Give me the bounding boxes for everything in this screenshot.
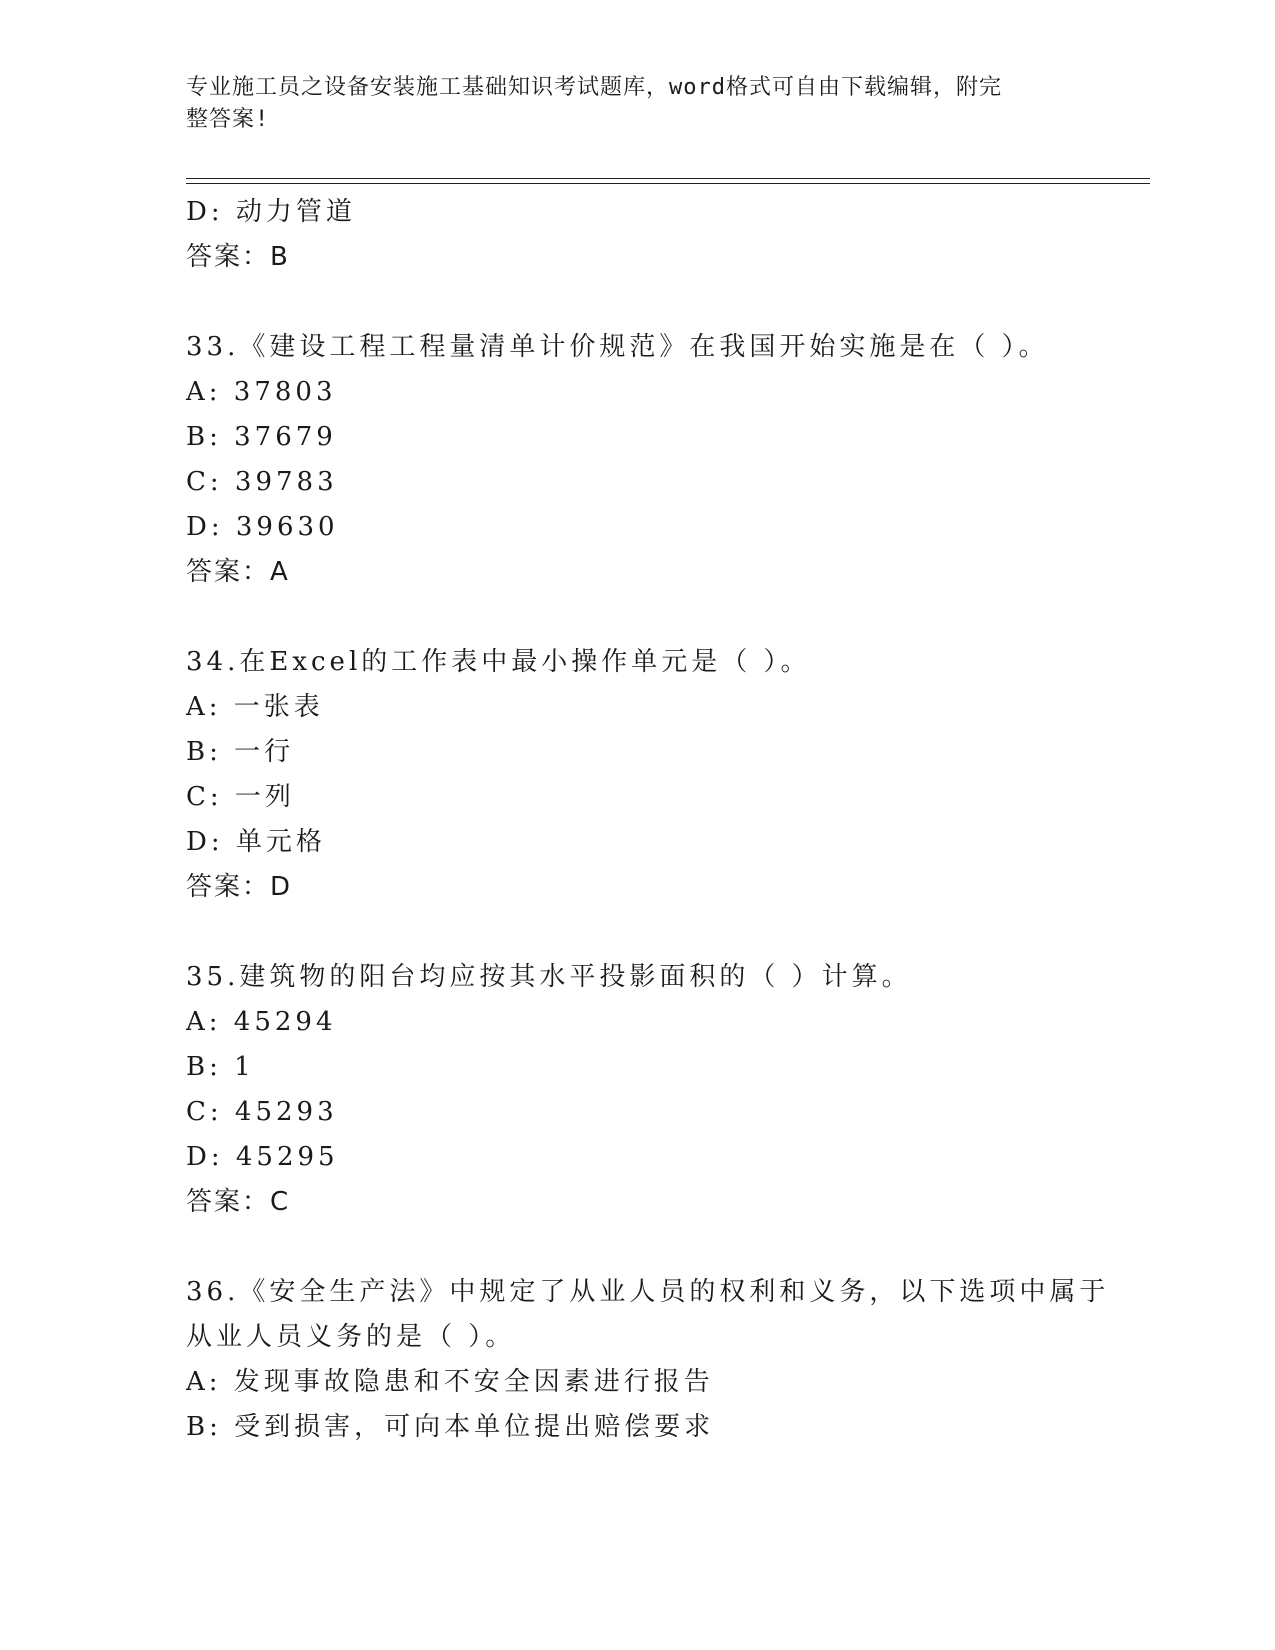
header-title-line-2: 整答案! bbox=[186, 107, 270, 132]
header-title-line-1: 专业施工员之设备安装施工基础知识考试题库，word格式可自由下载编辑，附完 bbox=[186, 75, 1002, 100]
option-d: D: 39630 bbox=[186, 512, 339, 542]
option-c: C: 一列 bbox=[186, 782, 295, 812]
answer-line: 答案：C bbox=[186, 1187, 291, 1217]
option-b: B: 1 bbox=[186, 1052, 255, 1082]
option-a: A: 一张表 bbox=[186, 692, 324, 722]
question-stem-line-1: 36.《安全生产法》中规定了从业人员的权利和义务，以下选项中属于 bbox=[186, 1277, 1110, 1307]
question-stem: 34.在Excel的工作表中最小操作单元是（ ）。 bbox=[186, 647, 811, 677]
option-b: B: 37679 bbox=[186, 422, 337, 452]
page-header bbox=[186, 72, 1066, 136]
question-36 bbox=[186, 1270, 1146, 1450]
option-a: A: 发现事故隐患和不安全因素进行报告 bbox=[186, 1367, 714, 1397]
option-b: B: 一行 bbox=[186, 737, 295, 767]
option-c: C: 45293 bbox=[186, 1097, 338, 1127]
question-stem: 35.建筑物的阳台均应按其水平投影面积的（ ）计算。 bbox=[186, 962, 912, 992]
question-32-fragment bbox=[186, 190, 1146, 280]
answer-line: 答案：D bbox=[186, 872, 293, 902]
header-divider-top bbox=[186, 178, 1150, 179]
option-d: D: 动力管道 bbox=[186, 197, 356, 227]
option-a: A: 37803 bbox=[186, 377, 337, 407]
question-stem: 33.《建设工程工程量清单计价规范》在我国开始实施是在（ ）。 bbox=[186, 332, 1049, 362]
option-d: D: 单元格 bbox=[186, 827, 326, 857]
answer-line: 答案：B bbox=[186, 242, 290, 272]
option-b: B: 受到损害，可向本单位提出赔偿要求 bbox=[186, 1412, 715, 1442]
question-33 bbox=[186, 325, 1146, 595]
option-c: C: 39783 bbox=[186, 467, 338, 497]
option-d: D: 45295 bbox=[186, 1142, 339, 1172]
question-list bbox=[186, 190, 1146, 1450]
option-a: A: 45294 bbox=[186, 1007, 337, 1037]
header-divider-bottom bbox=[186, 183, 1150, 184]
question-34 bbox=[186, 640, 1146, 910]
question-stem-line-2: 从业人员义务的是（ ）。 bbox=[186, 1322, 516, 1352]
answer-line: 答案：A bbox=[186, 557, 290, 587]
question-35 bbox=[186, 955, 1146, 1225]
